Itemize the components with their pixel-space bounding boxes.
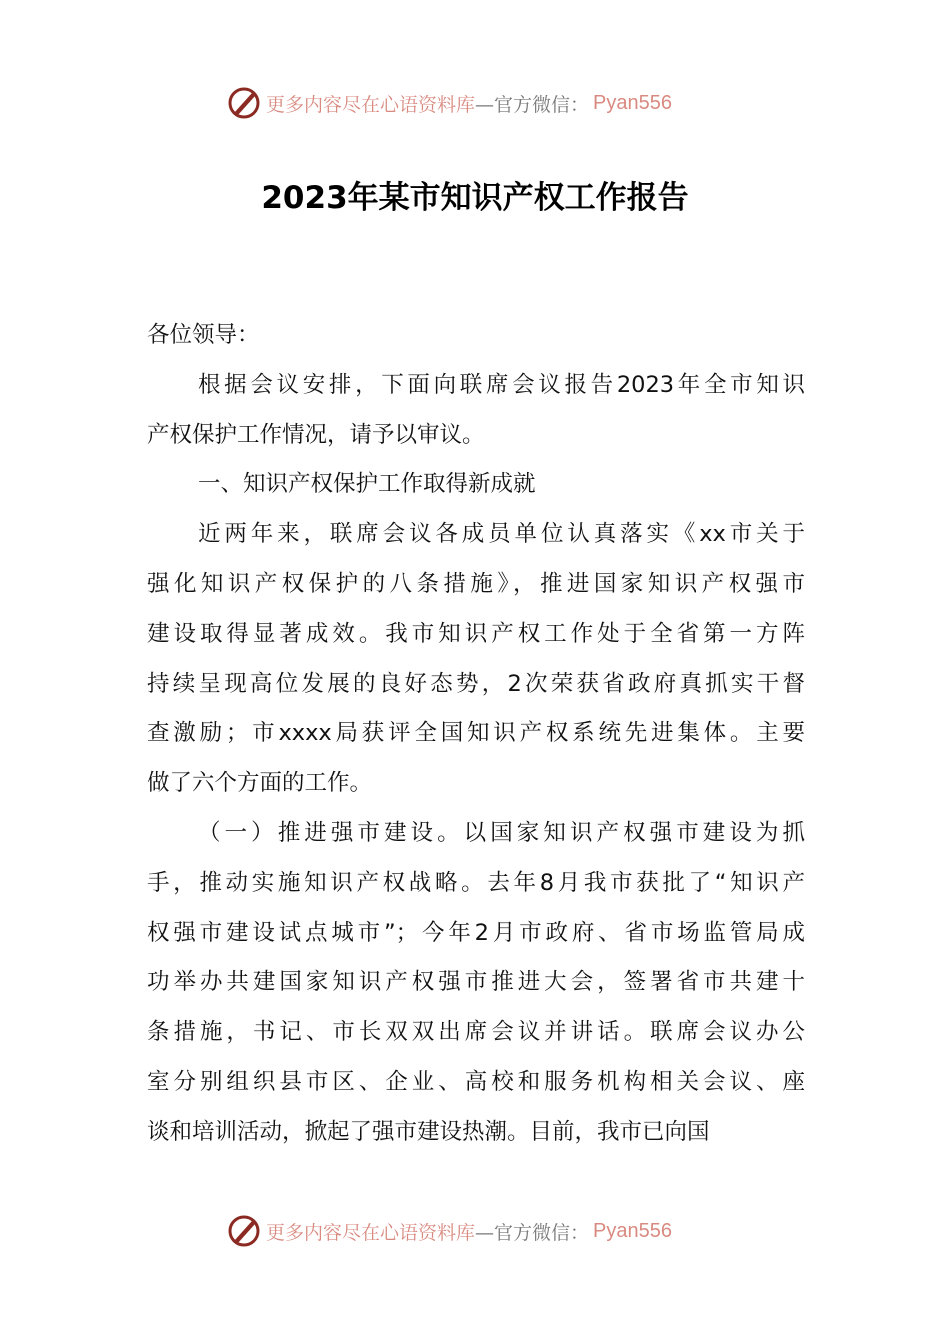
document-body <box>147 312 805 1159</box>
pen-logo-icon <box>226 85 262 121</box>
footer-watermark <box>226 1211 672 1251</box>
watermark-wechat-label: —官方微信： <box>475 1221 590 1244</box>
document-title: 2023年某市知识产权工作报告 <box>261 180 689 216</box>
text-line: 各位领导： <box>147 322 260 348</box>
paragraph <box>147 461 805 511</box>
text-line: 强化知识产权保护的八条措施》，推进国家知识产权强市 <box>147 570 805 597</box>
text-line: 做了六个方面的工作。 <box>147 770 373 797</box>
header-watermark <box>226 83 672 123</box>
paragraph <box>147 362 805 462</box>
text-line: 室分别组织县市区、企业、高校和服务机构相关会议、座 <box>147 1068 805 1095</box>
paragraph <box>147 312 805 362</box>
text-line: 持续呈现高位发展的良好态势，2次荣获省政府真抓实干督 <box>147 670 805 697</box>
text-line: 功举办共建国家知识产权强市推进大会，签署省市共建十 <box>147 969 805 996</box>
text-line: 一、知识产权保护工作取得新成就 <box>198 471 536 498</box>
text-line: 谈和培训活动，掀起了强市建设热潮。目前，我市已向国 <box>147 1118 710 1145</box>
text-line: 查激励；市xxxx局获评全国知识产权系统先进集体。主要 <box>147 720 805 747</box>
text-line: 手，推动实施知识产权战略。去年8月我市获批了“知识产 <box>147 869 805 896</box>
text-line: 近两年来，联席会议各成员单位认真落实《xx市关于 <box>198 521 805 548</box>
watermark-wechat-id: Pyan556 <box>593 1219 672 1242</box>
watermark-text: 更多内容尽在心语资料库 <box>266 93 476 116</box>
text-line: 条措施，书记、市长双双出席会议并讲话。联席会议办公 <box>147 1019 805 1046</box>
text-line: 权强市建设试点城市”；今年2月市政府、省市场监管局成 <box>147 919 805 946</box>
text-line: 建设取得显著成效。我市知识产权工作处于全省第一方阵 <box>147 620 805 647</box>
paragraph <box>147 810 805 1159</box>
text-line: （一）推进强市建设。以国家知识产权强市建设为抓 <box>198 819 805 846</box>
paragraph <box>147 511 805 810</box>
watermark-text: 更多内容尽在心语资料库 <box>266 1221 476 1244</box>
text-line: 根据会议安排，下面向联席会议报告2023年全市知识 <box>198 371 805 398</box>
pen-logo-icon <box>226 1213 262 1249</box>
watermark-wechat-label: —官方微信： <box>475 93 590 116</box>
watermark-wechat-id: Pyan556 <box>593 91 672 114</box>
text-line: 产权保护工作情况，请予以审议。 <box>147 421 485 448</box>
